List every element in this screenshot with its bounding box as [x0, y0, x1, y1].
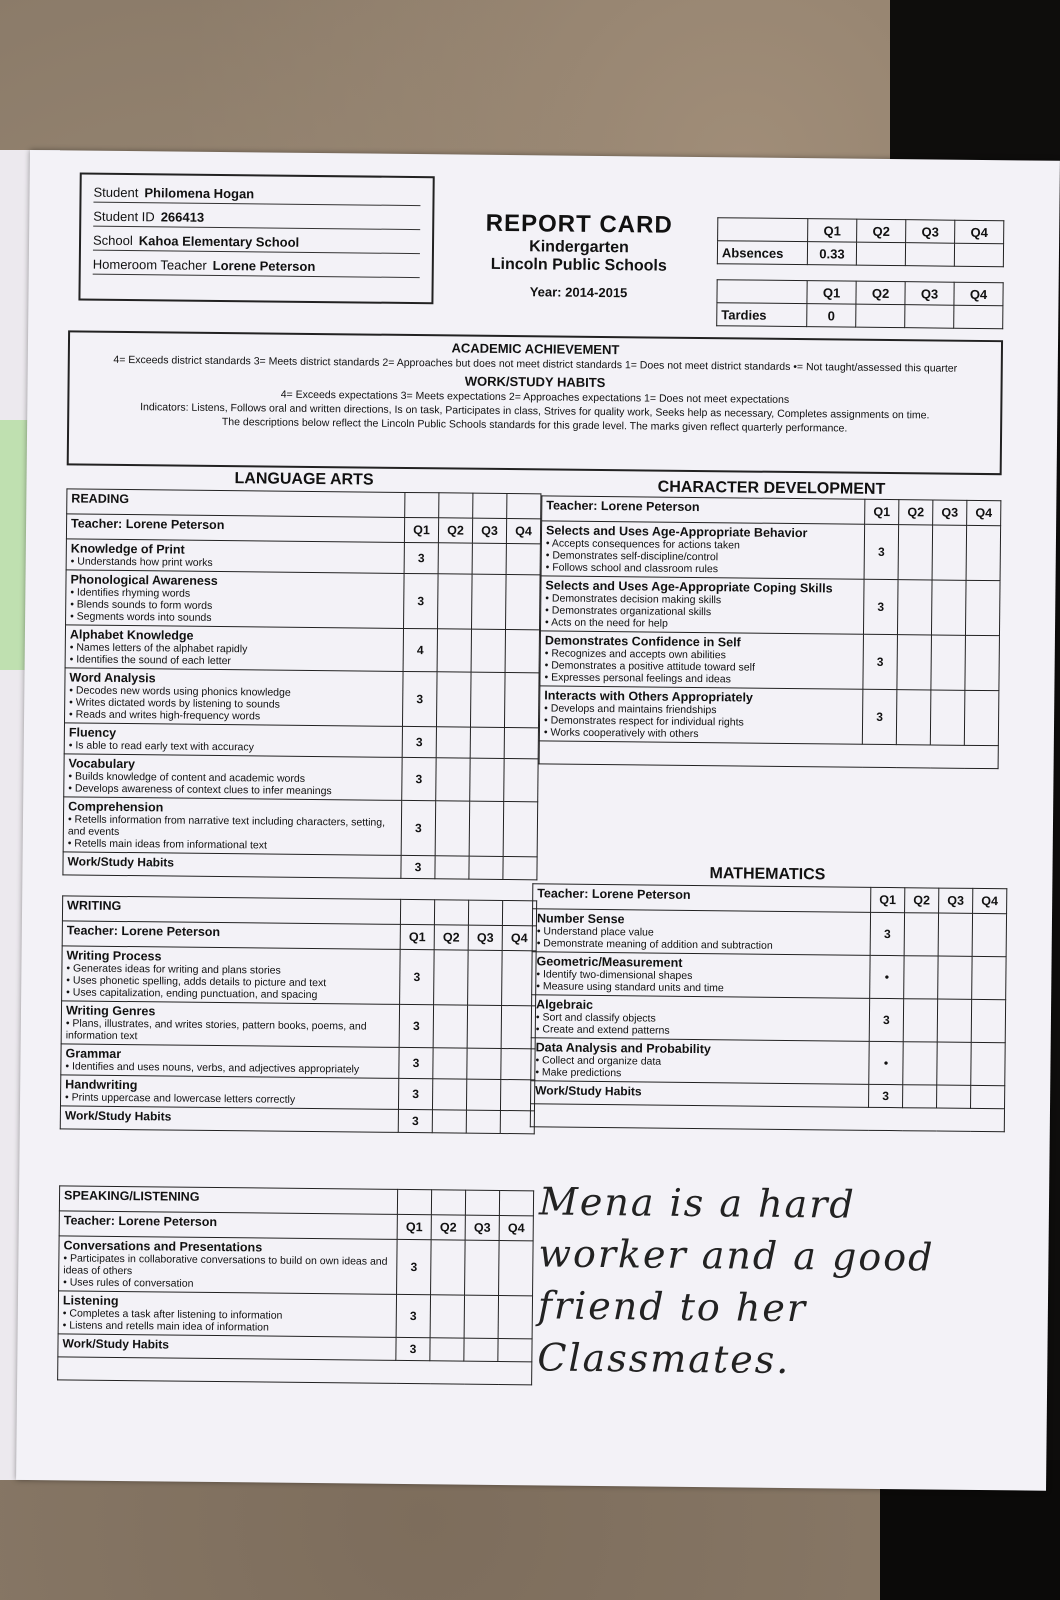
- quarter-header: Q1: [400, 924, 434, 949]
- standard-row: [64, 723, 538, 759]
- student-name: Philomena Hogan: [144, 185, 255, 202]
- blank-row: [58, 1357, 532, 1385]
- standard-name: Demonstrates Confidence in Self: [544, 633, 741, 650]
- grade-empty: [466, 1079, 500, 1110]
- standard-name: Selects and Uses Age-Appropriate Coping Skills: [545, 578, 833, 596]
- standard-indicator: • Works cooperatively with others: [543, 726, 699, 741]
- standard-indicator: • Uses capitalization, ending punctuation, and spacing: [66, 986, 318, 1002]
- standard-row: [65, 625, 539, 673]
- section-teacher: Teacher: Lorene Peterson: [59, 1211, 397, 1240]
- standard-row: [66, 570, 541, 630]
- work-study-habits-label: Work/Study Habits: [58, 1334, 396, 1361]
- standard-row: [60, 1075, 534, 1111]
- standard-row: [66, 539, 540, 575]
- standard-indicator: • Completes a task after listening to information: [62, 1307, 283, 1322]
- grade-empty: [931, 580, 966, 635]
- grade-q1: 3: [402, 671, 437, 726]
- grade-empty: [897, 635, 932, 690]
- standard-row: [539, 686, 999, 746]
- standard-row: [65, 668, 540, 728]
- quarter-header: Q4: [955, 220, 1004, 244]
- grade-empty: [464, 1295, 498, 1338]
- standard-name: Knowledge of Print: [70, 541, 185, 557]
- grade-q1: 3: [863, 579, 898, 634]
- grade-q1: 3: [870, 912, 904, 955]
- standard-indicator: • Uses rules of conversation: [63, 1276, 194, 1290]
- absences-table: [717, 217, 1004, 267]
- teacher-name: Lorene Peterson: [212, 257, 316, 274]
- standard-indicator: • Identifies and uses nouns, verbs, and adjectives appropriately: [65, 1060, 360, 1076]
- report-card-sheet: [16, 150, 1060, 1491]
- quarter-header: Q4: [502, 925, 536, 950]
- district-name: Lincoln Public Schools: [490, 255, 667, 275]
- grade-empty: [431, 1240, 466, 1295]
- grade-empty: [432, 1110, 466, 1133]
- standards-note: The descriptions below reflect the Lincoln Public Schools standards for this grade level. The marks given reflect quarterly performance.: [221, 416, 848, 435]
- standard-name: Writing Genres: [65, 1003, 156, 1019]
- quarter-header: Q3: [468, 925, 502, 950]
- academic-achievement-title: ACADEMIC ACHIEVEMENT: [451, 340, 620, 358]
- standard-indicator: • Accepts consequences for actions taken: [545, 537, 740, 552]
- tardies-table: [716, 279, 1003, 329]
- student-id-row: [93, 209, 420, 230]
- grade-empty: [971, 999, 1005, 1042]
- standard-indicator: • Expresses personal feelings and ideas: [544, 671, 731, 686]
- standard-row: [61, 1044, 535, 1080]
- standard-indicator: • Recognizes and accepts own abilities: [544, 647, 726, 662]
- quarter-header: Q2: [434, 925, 468, 950]
- standard-row: [61, 1001, 535, 1049]
- grade-q1: 3: [399, 1004, 433, 1047]
- tardies-q1: 0: [807, 304, 856, 328]
- grade-empty: [436, 672, 471, 727]
- standard-indicator: • Blends sounds to form words: [70, 598, 213, 612]
- grade-empty: [466, 1110, 500, 1133]
- grade-empty: [467, 1048, 501, 1079]
- standard-indicator: • Collect and organize data: [535, 1054, 662, 1068]
- grade-empty: [498, 1295, 532, 1338]
- grade-empty: [465, 1240, 500, 1295]
- quarter-header: Q2: [899, 500, 933, 525]
- quarter-header: Q1: [865, 499, 899, 524]
- standard-name: Vocabulary: [68, 756, 136, 772]
- grade-empty: [498, 1338, 532, 1361]
- grade-empty: [903, 1042, 937, 1085]
- grade-empty: [932, 525, 967, 580]
- grade-empty: [469, 856, 503, 879]
- standard-name: Number Sense: [536, 911, 625, 927]
- section-name: WRITING: [62, 896, 400, 925]
- grade-empty: [438, 574, 473, 629]
- grade-q1: 3: [398, 1078, 432, 1109]
- grade-empty: [903, 1085, 937, 1108]
- grade-q1: 3: [864, 524, 899, 579]
- grade-empty: [436, 727, 470, 758]
- quarter-header: Q2: [856, 281, 905, 305]
- report-title-block: [468, 210, 689, 301]
- habits-grade-q1: 3: [398, 1109, 432, 1132]
- grade-empty: [964, 690, 999, 745]
- section-teacher: Teacher: Lorene Peterson: [542, 496, 865, 524]
- standard-indicator: • Demonstrates decision making skills: [545, 592, 722, 607]
- standard-indicator: • Develops and maintains friendships: [544, 702, 717, 717]
- standard-indicator: • Understands how print works: [70, 555, 213, 569]
- grade-q1: 4: [403, 628, 437, 671]
- habits-grade-q1: 3: [396, 1337, 430, 1360]
- grade-empty: [471, 629, 505, 672]
- standard-indicator: • Follows school and classroom rules: [545, 561, 719, 576]
- standard-name: Alphabet Knowledge: [69, 627, 194, 643]
- quarter-header: Q2: [905, 888, 939, 913]
- quarter-header: Q3: [472, 518, 506, 543]
- absences-label: Absences: [717, 241, 807, 265]
- standard-row: [540, 576, 1000, 636]
- grade-empty: [503, 856, 537, 879]
- habits-grade-q1: 3: [401, 855, 435, 878]
- standard-indicator: • Listens and retells main idea of information: [62, 1319, 269, 1334]
- standard-row: [540, 631, 1000, 691]
- grade-q1: 3: [397, 1239, 432, 1294]
- standard-indicator: • Segments words into sounds: [70, 610, 212, 624]
- grade-q1: 3: [396, 1294, 430, 1337]
- quarter-header: Q3: [906, 220, 955, 244]
- standard-name: Fluency: [68, 725, 117, 740]
- work-study-habits-row: [63, 852, 537, 880]
- quarter-header: Q2: [857, 219, 906, 243]
- standard-indicator: • Demonstrates organizational skills: [545, 604, 712, 619]
- section-name: READING: [67, 489, 405, 518]
- grade-q1: 3: [400, 949, 435, 1004]
- section-name: SPEAKING/LISTENING: [59, 1186, 397, 1215]
- absences-q1: 0.33: [807, 242, 856, 266]
- standard-indicator: • Demonstrates a positive attitude toward self: [544, 659, 755, 674]
- grade-empty: [930, 690, 965, 745]
- grade-q1: •: [870, 955, 904, 998]
- grade-empty: [435, 856, 469, 879]
- quarter-header: Q3: [905, 282, 954, 306]
- student-name-label: Student: [93, 184, 139, 201]
- quarter-header: Q1: [397, 1214, 431, 1239]
- standard-indicator: • Identifies rhyming words: [70, 586, 191, 600]
- mathematics-table: [530, 883, 1008, 1132]
- standard-name: Selects and Uses Age-Appropriate Behavior: [545, 523, 808, 541]
- grade-empty: [436, 758, 470, 801]
- standard-indicator: • Acts on the need for help: [545, 616, 668, 630]
- grade-empty: [937, 1085, 971, 1108]
- academic-scale: 4= Exceeds district standards 3= Meets district standards 2= Approaches but does not meet district standards 1= Does not meet district standards •= Not taught/assessed this quarter: [113, 353, 958, 375]
- grade-empty: [430, 1295, 464, 1338]
- grade-empty: [972, 913, 1006, 956]
- standard-name: Conversations and Presentations: [63, 1238, 263, 1255]
- standard-indicator: • Make predictions: [535, 1066, 622, 1080]
- character-table: [539, 495, 1002, 769]
- standard-indicator: • Participates in collaborative conversations to build on own ideas and ideas of others: [63, 1252, 388, 1278]
- quarter-header: Q2: [431, 1215, 465, 1240]
- standard-indicator: • Decodes new words using phonics knowledge: [69, 684, 291, 699]
- school-row: [93, 233, 420, 254]
- grade-empty: [938, 956, 972, 999]
- standard-row: [58, 1291, 532, 1339]
- grade-q1: 3: [404, 573, 439, 628]
- quarter-header: Q2: [438, 518, 472, 543]
- work-study-habits-label: Work/Study Habits: [63, 852, 401, 879]
- grade-empty: [467, 1005, 501, 1048]
- standard-indicator: • Measure using standard units and time: [536, 980, 724, 995]
- grade-empty: [464, 1338, 498, 1361]
- grade-q1: 3: [399, 1047, 433, 1078]
- quarter-header: Q3: [939, 888, 973, 913]
- standard-indicator: • Demonstrates self-discipline/control: [545, 549, 719, 564]
- grade-empty: [937, 1042, 971, 1085]
- student-id: 266413: [160, 209, 205, 225]
- student-info-box: [78, 173, 434, 305]
- grade-empty: [430, 1338, 464, 1361]
- grade-empty: [938, 913, 972, 956]
- grade-empty: [506, 544, 540, 575]
- grade-empty: [904, 913, 938, 956]
- teacher-label: Homeroom Teacher: [92, 256, 207, 273]
- grade-empty: [470, 672, 505, 727]
- grade-q1: 3: [404, 542, 438, 573]
- tardies-label: Tardies: [717, 303, 807, 327]
- quarter-header: Q4: [967, 500, 1001, 525]
- school-name: Kahoa Elementary School: [138, 233, 300, 250]
- standard-name: Phonological Awareness: [70, 572, 218, 588]
- work-study-habits-label: Work/Study Habits: [531, 1081, 869, 1108]
- standard-indicator: • Generates ideas for writing and plans stories: [66, 962, 281, 977]
- student-name-row: [93, 185, 420, 206]
- standard-name: Data Analysis and Probability: [535, 1040, 711, 1057]
- standard-name: Handwriting: [65, 1077, 138, 1093]
- standard-indicator: • Demonstrates respect for individual rights: [543, 714, 744, 729]
- habits-scale: 4= Exceeds expectations 3= Meets expectations 2= Approaches expectations 1= Does not meet expectations: [280, 388, 790, 406]
- standard-indicator: • Uses phonetic spelling, adds details to picture and text: [66, 974, 327, 990]
- teacher-row: [93, 257, 420, 278]
- standard-row: [59, 1236, 534, 1296]
- section-teacher: Teacher: Lorene Peterson: [533, 884, 871, 913]
- standard-row: [531, 1038, 1005, 1086]
- grade-empty: [438, 543, 472, 574]
- standard-indicator: • Retells information from narrative text including characters, setting, and events: [67, 813, 386, 838]
- standard-indicator: • Prints uppercase and lowercase letters correctly: [65, 1091, 296, 1106]
- grade-empty: [432, 1079, 466, 1110]
- grade-q1: •: [869, 1041, 903, 1084]
- grade-empty: [966, 525, 1001, 580]
- standard-indicator: • Identify two-dimensional shapes: [536, 968, 693, 982]
- grade-empty: [504, 728, 538, 759]
- blank-row: [530, 1104, 1004, 1132]
- grade-q1: 3: [401, 800, 436, 855]
- grade-empty: [897, 580, 932, 635]
- grade-q1: 3: [402, 757, 436, 800]
- standard-indicator: • Identifies the sound of each letter: [69, 653, 232, 668]
- grade-empty: [971, 1042, 1005, 1085]
- grade-empty: [437, 629, 471, 672]
- standard-indicator: • Plans, illustrates, and writes stories, pattern books, poems, and information text: [65, 1017, 367, 1043]
- grade-empty: [470, 758, 504, 801]
- speaking-listening-table: [57, 1185, 534, 1385]
- standard-name: Grammar: [65, 1046, 122, 1062]
- standard-row: [541, 521, 1001, 581]
- quarter-header: Q4: [973, 888, 1007, 913]
- standard-indicator: • Develops awareness of context clues to infer meanings: [68, 782, 332, 798]
- school-year: Year: 2014-2015: [529, 284, 628, 301]
- quarter-header: Q1: [404, 517, 438, 542]
- grade-empty: [503, 801, 538, 856]
- grade-q1: 3: [402, 726, 436, 757]
- work-study-habits-label: Work/Study Habits: [60, 1106, 398, 1133]
- grade-empty: [965, 580, 1000, 635]
- section-teacher: Teacher: Lorene Peterson: [62, 921, 400, 950]
- standard-name: Algebraic: [536, 997, 594, 1012]
- grade-empty: [506, 575, 541, 630]
- standard-row: [63, 797, 538, 857]
- grade-q1: 3: [862, 689, 897, 744]
- standard-name: Writing Process: [66, 948, 162, 964]
- reading-table: [62, 488, 541, 880]
- quarter-header: Q4: [499, 1215, 533, 1240]
- quarter-header: Q1: [808, 219, 857, 243]
- quarter-header: Q1: [871, 887, 905, 912]
- grade-empty: [898, 525, 933, 580]
- grade-empty: [433, 1005, 467, 1048]
- standard-indicator: • Reads and writes high-frequency words: [69, 708, 261, 723]
- character-development-title: CHARACTER DEVELOPMENT: [657, 478, 886, 498]
- grade-empty: [433, 1048, 467, 1079]
- work-study-habits-title: WORK/STUDY HABITS: [464, 373, 606, 391]
- grading-legend: [67, 330, 1003, 475]
- standard-indicator: • Names letters of the alphabet rapidly: [69, 641, 248, 656]
- habits-indicators: Indicators: Listens, Follows oral and written directions, Is on task, Participates in class, Strives for quality work, Seeks help as necessary, Completes assignments on time.: [140, 401, 930, 422]
- standard-name: Comprehension: [68, 799, 164, 815]
- standard-indicator: • Retells main ideas from informational text: [67, 837, 267, 852]
- grade-empty: [972, 956, 1006, 999]
- standard-row: [64, 754, 538, 802]
- standard-indicator: • Builds knowledge of content and academic words: [68, 770, 306, 785]
- quarter-header: Q4: [506, 519, 540, 544]
- grade-empty: [896, 690, 931, 745]
- standard-row: [531, 995, 1005, 1043]
- standard-indicator: • Is able to read early text with accuracy: [68, 739, 255, 754]
- grade-empty: [965, 635, 1000, 690]
- quarter-header: Q4: [954, 282, 1003, 306]
- teacher-comment: Mena is a hard worker and a good friend to her Classmates.: [537, 1179, 935, 1383]
- standard-indicator: • Demonstrate meaning of addition and subtraction: [536, 937, 773, 952]
- grade-level: Kindergarten: [529, 238, 629, 257]
- grade-empty: [937, 999, 971, 1042]
- standard-name: Geometric/Measurement: [536, 954, 683, 970]
- standard-name: Interacts with Others Appropriately: [544, 688, 753, 705]
- grade-empty: [903, 999, 937, 1042]
- grade-empty: [434, 950, 469, 1005]
- grade-empty: [499, 1240, 534, 1295]
- report-title: REPORT CARD: [485, 209, 673, 239]
- grade-empty: [472, 543, 506, 574]
- habits-grade-q1: 3: [869, 1084, 903, 1107]
- mathematics-title: MATHEMATICS: [709, 865, 826, 884]
- language-arts-title: LANGUAGE ARTS: [234, 470, 374, 489]
- work-study-habits-row: [60, 1106, 534, 1134]
- standard-row: [532, 952, 1006, 1000]
- standard-name: Listening: [62, 1293, 119, 1308]
- grade-empty: [904, 956, 938, 999]
- grade-empty: [470, 727, 504, 758]
- school-label: School: [92, 232, 133, 249]
- section-teacher: Teacher: Lorene Peterson: [66, 514, 404, 543]
- grade-empty: [469, 801, 504, 856]
- grade-empty: [472, 574, 507, 629]
- grade-q1: 3: [863, 634, 898, 689]
- quarter-header: Q1: [807, 281, 856, 305]
- blank-row: [539, 741, 998, 769]
- grade-empty: [504, 758, 538, 801]
- grade-empty: [435, 801, 470, 856]
- grade-empty: [505, 630, 539, 673]
- student-id-label: Student ID: [93, 208, 155, 225]
- grade-empty: [468, 950, 503, 1005]
- grade-empty: [504, 673, 539, 728]
- standard-row: [62, 946, 537, 1006]
- standard-row: [532, 909, 1006, 957]
- grade-empty: [971, 1085, 1005, 1108]
- grade-q1: 3: [869, 998, 903, 1041]
- standard-indicator: • Writes dictated words by listening to sounds: [69, 696, 280, 711]
- standard-indicator: • Create and extend patterns: [535, 1023, 670, 1037]
- quarter-header: Q3: [465, 1215, 499, 1240]
- standard-indicator: • Sort and classify objects: [535, 1011, 656, 1025]
- quarter-header: Q3: [933, 500, 967, 525]
- standard-name: Word Analysis: [69, 670, 156, 686]
- grade-empty: [931, 635, 966, 690]
- writing-table: [60, 895, 537, 1134]
- standard-indicator: • Understand place value: [536, 925, 654, 939]
